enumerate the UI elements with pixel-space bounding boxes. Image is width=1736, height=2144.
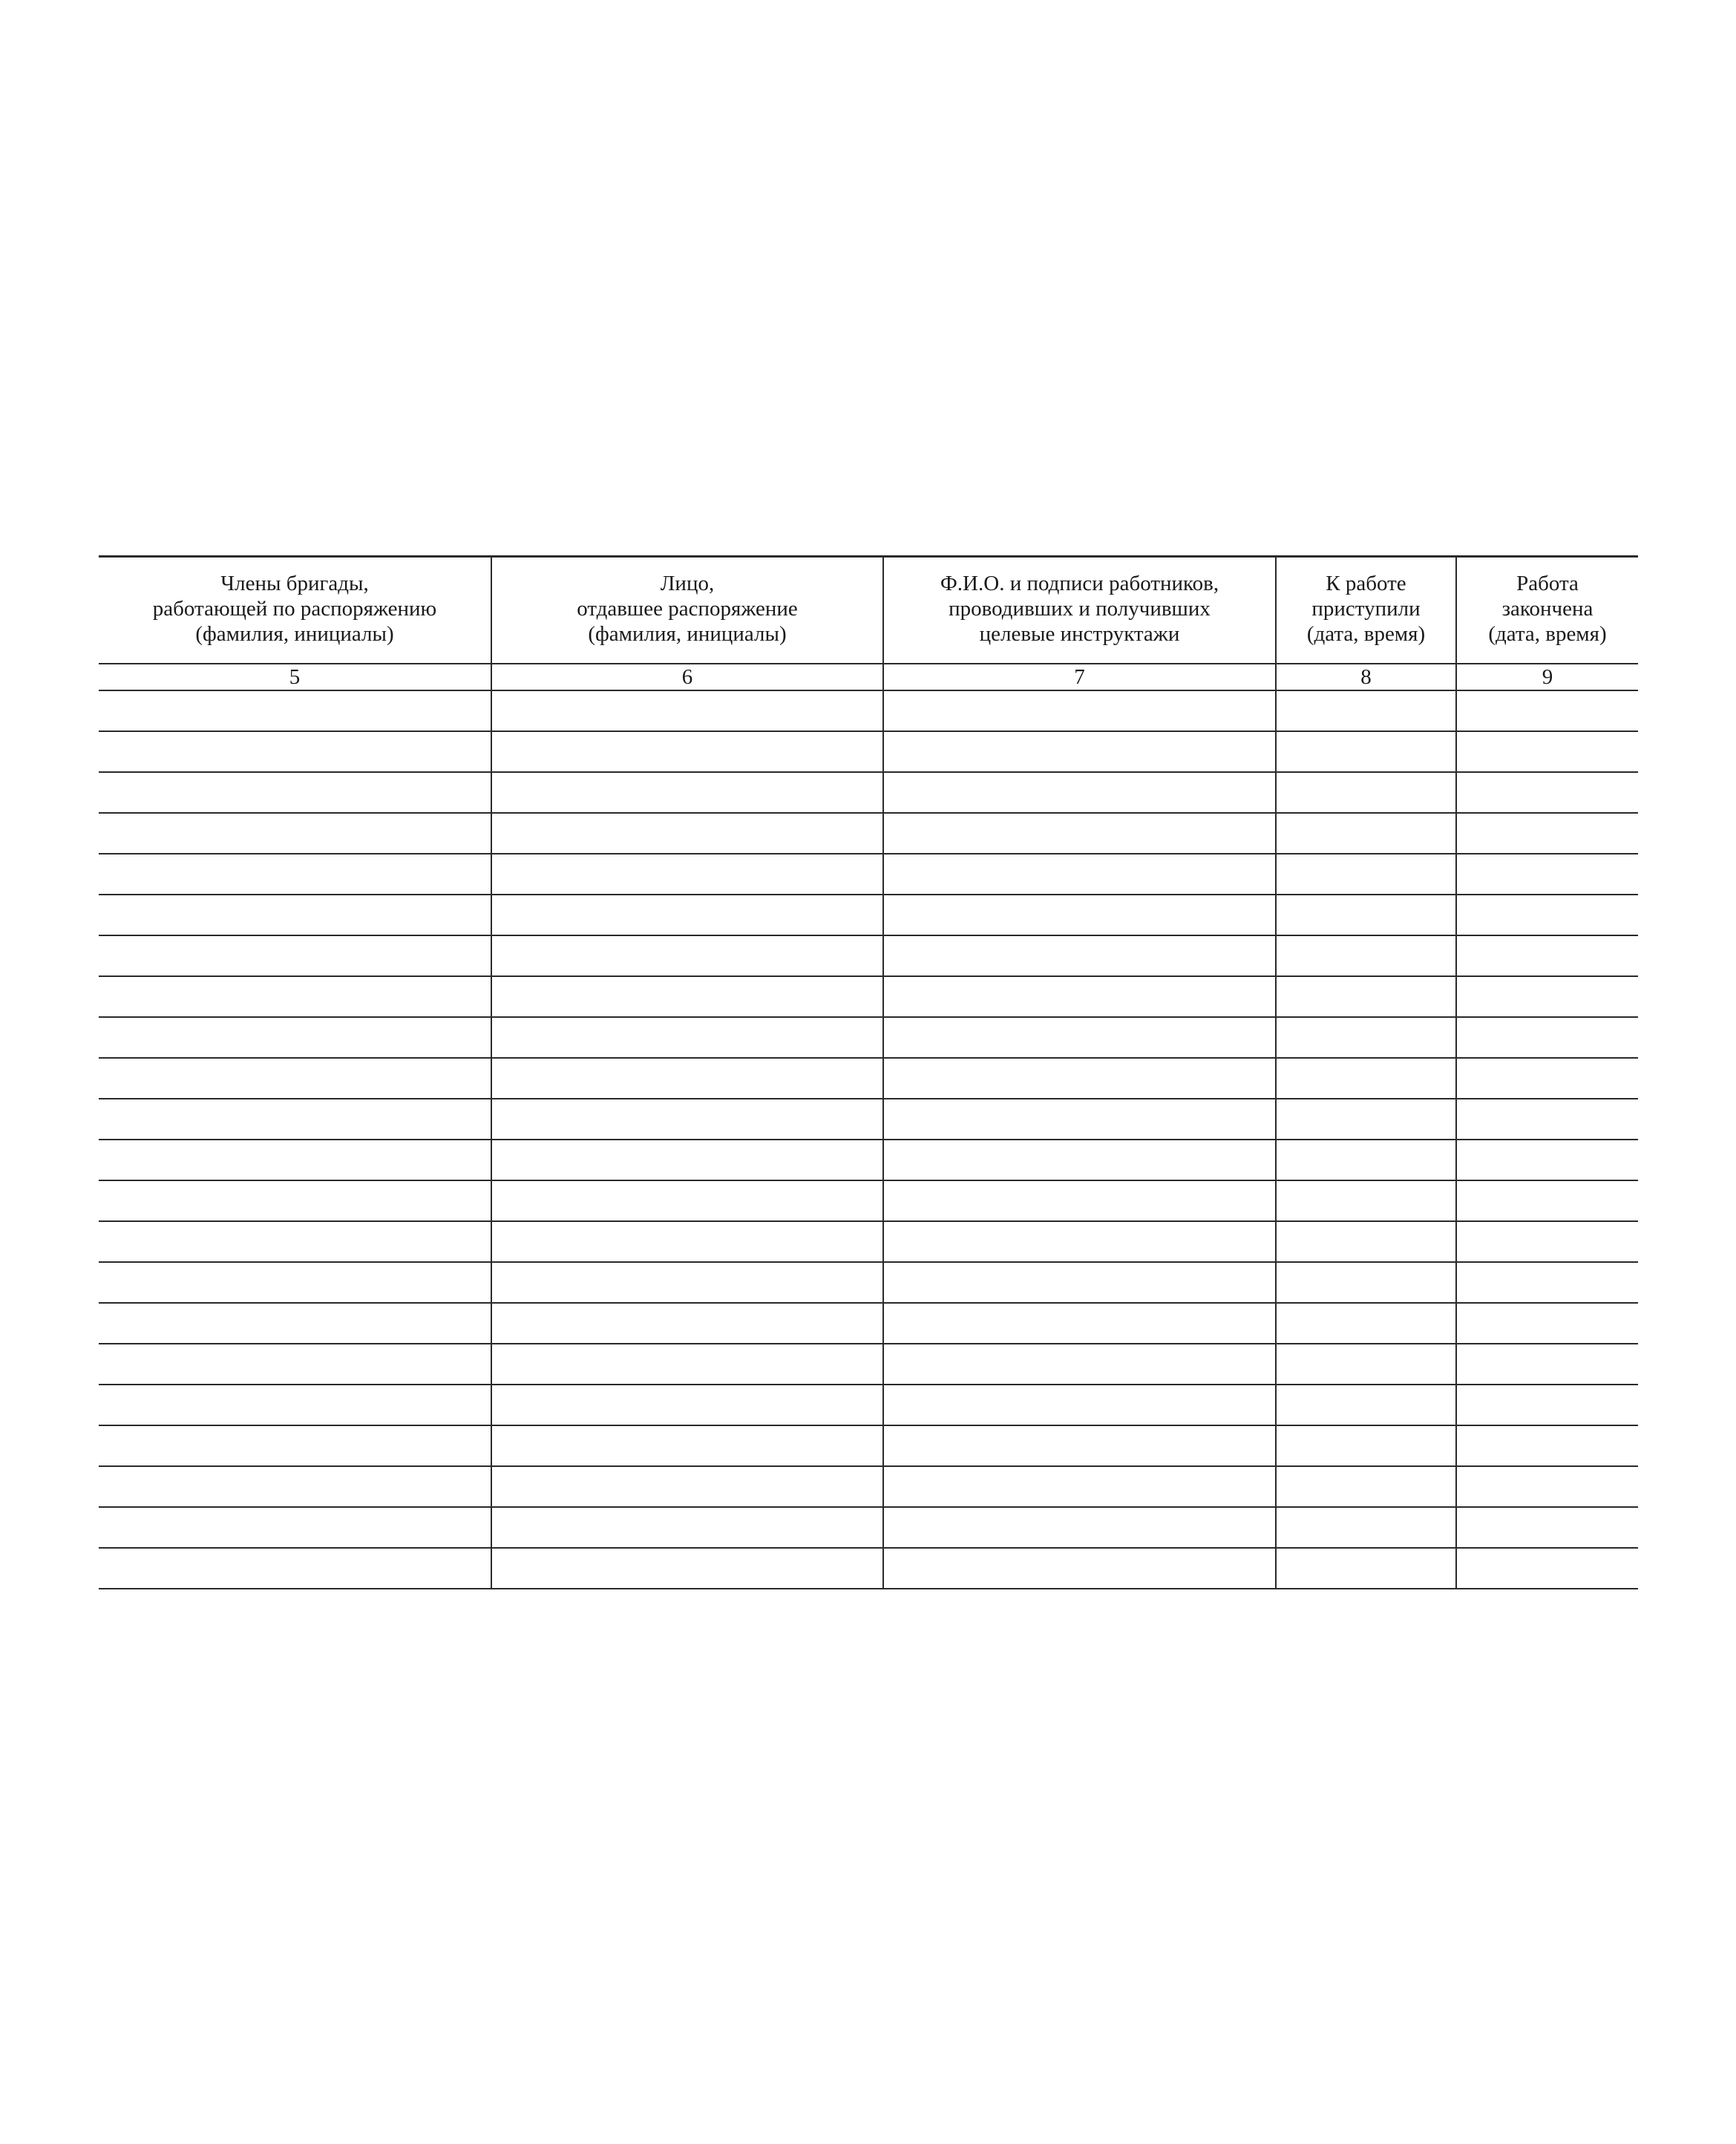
empty-entry-cell xyxy=(99,1221,491,1262)
column-number-row xyxy=(99,664,1638,690)
empty-entry-cell xyxy=(1456,1385,1638,1425)
empty-entry-cell xyxy=(99,690,491,731)
empty-entry-cell xyxy=(1456,1548,1638,1589)
empty-entry-cell xyxy=(1456,1058,1638,1099)
empty-entry-cell xyxy=(883,1221,1276,1262)
empty-entry-cell xyxy=(1276,1344,1456,1385)
table-row xyxy=(99,854,1638,895)
empty-entry-cell xyxy=(491,1180,883,1221)
empty-entry-cell xyxy=(491,895,883,935)
empty-entry-cell xyxy=(1456,813,1638,854)
table-row xyxy=(99,1058,1638,1099)
empty-entry-cell xyxy=(99,854,491,895)
table-row xyxy=(99,813,1638,854)
empty-entry-cell xyxy=(1276,1548,1456,1589)
column-number: 7 xyxy=(883,664,1276,690)
table-row xyxy=(99,690,1638,731)
table-row xyxy=(99,1548,1638,1589)
empty-entry-cell xyxy=(1276,1303,1456,1344)
empty-entry-cell xyxy=(1456,1180,1638,1221)
header-text-line: (фамилия, инициалы) xyxy=(588,622,787,646)
empty-entry-cell xyxy=(1456,1262,1638,1303)
table-row xyxy=(99,772,1638,813)
empty-entry-cell xyxy=(491,1344,883,1385)
empty-entry-cell xyxy=(883,1058,1276,1099)
empty-entry-cell xyxy=(883,1262,1276,1303)
empty-entry-cell xyxy=(1276,1180,1456,1221)
work-order-journal-table xyxy=(99,555,1638,1589)
empty-entry-cell xyxy=(1456,731,1638,772)
empty-entry-cell xyxy=(1276,1058,1456,1099)
header-text-line: проводивших и получивших xyxy=(949,597,1211,621)
table-row xyxy=(99,1385,1638,1425)
empty-entry-cell xyxy=(1276,813,1456,854)
empty-entry-cell xyxy=(491,690,883,731)
empty-entry-cell xyxy=(1456,772,1638,813)
empty-entry-cell xyxy=(491,772,883,813)
table-row xyxy=(99,1180,1638,1221)
empty-entry-cell xyxy=(883,895,1276,935)
empty-entry-cell xyxy=(883,935,1276,976)
empty-entry-cell xyxy=(1456,690,1638,731)
empty-entry-cell xyxy=(1456,854,1638,895)
empty-entry-cell xyxy=(1456,976,1638,1017)
table-row xyxy=(99,1099,1638,1140)
empty-entry-cell xyxy=(491,1221,883,1262)
empty-entry-cell xyxy=(1456,1507,1638,1548)
header-text-line: (фамилия, инициалы) xyxy=(195,622,394,646)
empty-entry-cell xyxy=(99,1303,491,1344)
column-header-work-finished xyxy=(1456,557,1638,664)
empty-entry-cell xyxy=(491,976,883,1017)
empty-entry-cell xyxy=(99,772,491,813)
column-header-briefing-signatures xyxy=(883,557,1276,664)
empty-entry-cell xyxy=(491,731,883,772)
header-text-line: К работе xyxy=(1326,572,1406,595)
empty-entry-cell xyxy=(1276,1507,1456,1548)
empty-entry-cell xyxy=(99,1099,491,1140)
empty-entry-cell xyxy=(99,1262,491,1303)
column-number: 6 xyxy=(491,664,883,690)
column-number: 5 xyxy=(99,664,491,690)
empty-entry-cell xyxy=(883,1099,1276,1140)
empty-entry-cell xyxy=(883,690,1276,731)
empty-entry-cell xyxy=(1456,1425,1638,1466)
empty-entry-cell xyxy=(99,1344,491,1385)
column-number: 9 xyxy=(1456,664,1638,690)
empty-entry-cell xyxy=(99,935,491,976)
header-text-line: Ф.И.О. и подписи работников, xyxy=(940,572,1219,595)
empty-entry-cell xyxy=(883,976,1276,1017)
empty-entry-cell xyxy=(99,1507,491,1548)
column-header-order-issuer xyxy=(491,557,883,664)
empty-entry-cell xyxy=(99,1385,491,1425)
empty-entry-cell xyxy=(1276,854,1456,895)
empty-entry-cell xyxy=(1456,935,1638,976)
table-row xyxy=(99,1344,1638,1385)
table-header-row xyxy=(99,557,1638,664)
empty-entry-cell xyxy=(1276,1425,1456,1466)
table-row xyxy=(99,1140,1638,1180)
empty-entry-cell xyxy=(1276,1262,1456,1303)
empty-entry-cell xyxy=(1276,1099,1456,1140)
empty-entry-cell xyxy=(491,1425,883,1466)
table-row xyxy=(99,731,1638,772)
table-row xyxy=(99,895,1638,935)
table-row xyxy=(99,1221,1638,1262)
empty-entry-cell xyxy=(883,731,1276,772)
empty-entry-cell xyxy=(491,935,883,976)
empty-entry-cell xyxy=(1276,1017,1456,1058)
empty-entry-cell xyxy=(491,1303,883,1344)
empty-entry-cell xyxy=(1276,690,1456,731)
empty-entry-cell xyxy=(1276,935,1456,976)
empty-entry-cell xyxy=(883,1344,1276,1385)
empty-entry-cell xyxy=(1276,1466,1456,1507)
empty-entry-cell xyxy=(491,1058,883,1099)
table-row xyxy=(99,1262,1638,1303)
empty-entry-cell xyxy=(99,1140,491,1180)
empty-entry-cell xyxy=(883,1140,1276,1180)
empty-entry-cell xyxy=(883,854,1276,895)
table-body xyxy=(99,690,1638,1589)
empty-entry-cell xyxy=(491,1548,883,1589)
empty-entry-cell xyxy=(99,1425,491,1466)
header-text-line: отдавшее распоряжение xyxy=(577,597,798,621)
empty-entry-cell xyxy=(883,1385,1276,1425)
table-row xyxy=(99,1507,1638,1548)
empty-entry-cell xyxy=(491,1262,883,1303)
header-text-line: (дата, время) xyxy=(1488,622,1607,646)
empty-entry-cell xyxy=(491,1385,883,1425)
header-text-line: Лицо, xyxy=(660,572,715,595)
empty-entry-cell xyxy=(1276,895,1456,935)
table-row xyxy=(99,1466,1638,1507)
empty-entry-cell xyxy=(491,1099,883,1140)
empty-entry-cell xyxy=(491,1507,883,1548)
empty-entry-cell xyxy=(1456,1017,1638,1058)
header-text-line: закончена xyxy=(1501,597,1593,621)
empty-entry-cell xyxy=(1456,1099,1638,1140)
empty-entry-cell xyxy=(1456,1466,1638,1507)
header-text-line: целевые инструктажи xyxy=(979,622,1180,646)
header-text-line: (дата, время) xyxy=(1306,622,1426,646)
table-row xyxy=(99,935,1638,976)
empty-entry-cell xyxy=(99,731,491,772)
empty-entry-cell xyxy=(883,1425,1276,1466)
empty-entry-cell xyxy=(883,772,1276,813)
empty-entry-cell xyxy=(883,1017,1276,1058)
empty-entry-cell xyxy=(883,1507,1276,1548)
empty-entry-cell xyxy=(99,976,491,1017)
header-text-line: работающей по распоряжению xyxy=(152,597,437,621)
table-row xyxy=(99,1425,1638,1466)
empty-entry-cell xyxy=(491,813,883,854)
empty-entry-cell xyxy=(99,1180,491,1221)
column-header-brigade-members xyxy=(99,557,491,664)
table-row xyxy=(99,976,1638,1017)
empty-entry-cell xyxy=(1456,895,1638,935)
header-text-line: Члены бригады, xyxy=(220,572,369,595)
empty-entry-cell xyxy=(883,1303,1276,1344)
empty-entry-cell xyxy=(99,1017,491,1058)
empty-entry-cell xyxy=(1276,1385,1456,1425)
empty-entry-cell xyxy=(491,1140,883,1180)
empty-entry-cell xyxy=(883,1548,1276,1589)
column-number: 8 xyxy=(1276,664,1456,690)
empty-entry-cell xyxy=(1456,1303,1638,1344)
empty-entry-cell xyxy=(491,854,883,895)
empty-entry-cell xyxy=(1456,1140,1638,1180)
empty-entry-cell xyxy=(1276,1140,1456,1180)
empty-entry-cell xyxy=(1276,976,1456,1017)
table-row xyxy=(99,1017,1638,1058)
empty-entry-cell xyxy=(99,813,491,854)
empty-entry-cell xyxy=(99,895,491,935)
empty-entry-cell xyxy=(883,1180,1276,1221)
empty-entry-cell xyxy=(491,1017,883,1058)
empty-entry-cell xyxy=(1276,772,1456,813)
empty-entry-cell xyxy=(883,813,1276,854)
header-text-line: приступили xyxy=(1311,597,1421,621)
empty-entry-cell xyxy=(883,1466,1276,1507)
column-header-work-started xyxy=(1276,557,1456,664)
empty-entry-cell xyxy=(99,1548,491,1589)
empty-entry-cell xyxy=(1276,731,1456,772)
empty-entry-cell xyxy=(1456,1344,1638,1385)
header-text-line: Работа xyxy=(1516,572,1579,595)
empty-entry-cell xyxy=(491,1466,883,1507)
table-row xyxy=(99,1303,1638,1344)
empty-entry-cell xyxy=(1276,1221,1456,1262)
empty-entry-cell xyxy=(99,1466,491,1507)
empty-entry-cell xyxy=(1456,1221,1638,1262)
empty-entry-cell xyxy=(99,1058,491,1099)
